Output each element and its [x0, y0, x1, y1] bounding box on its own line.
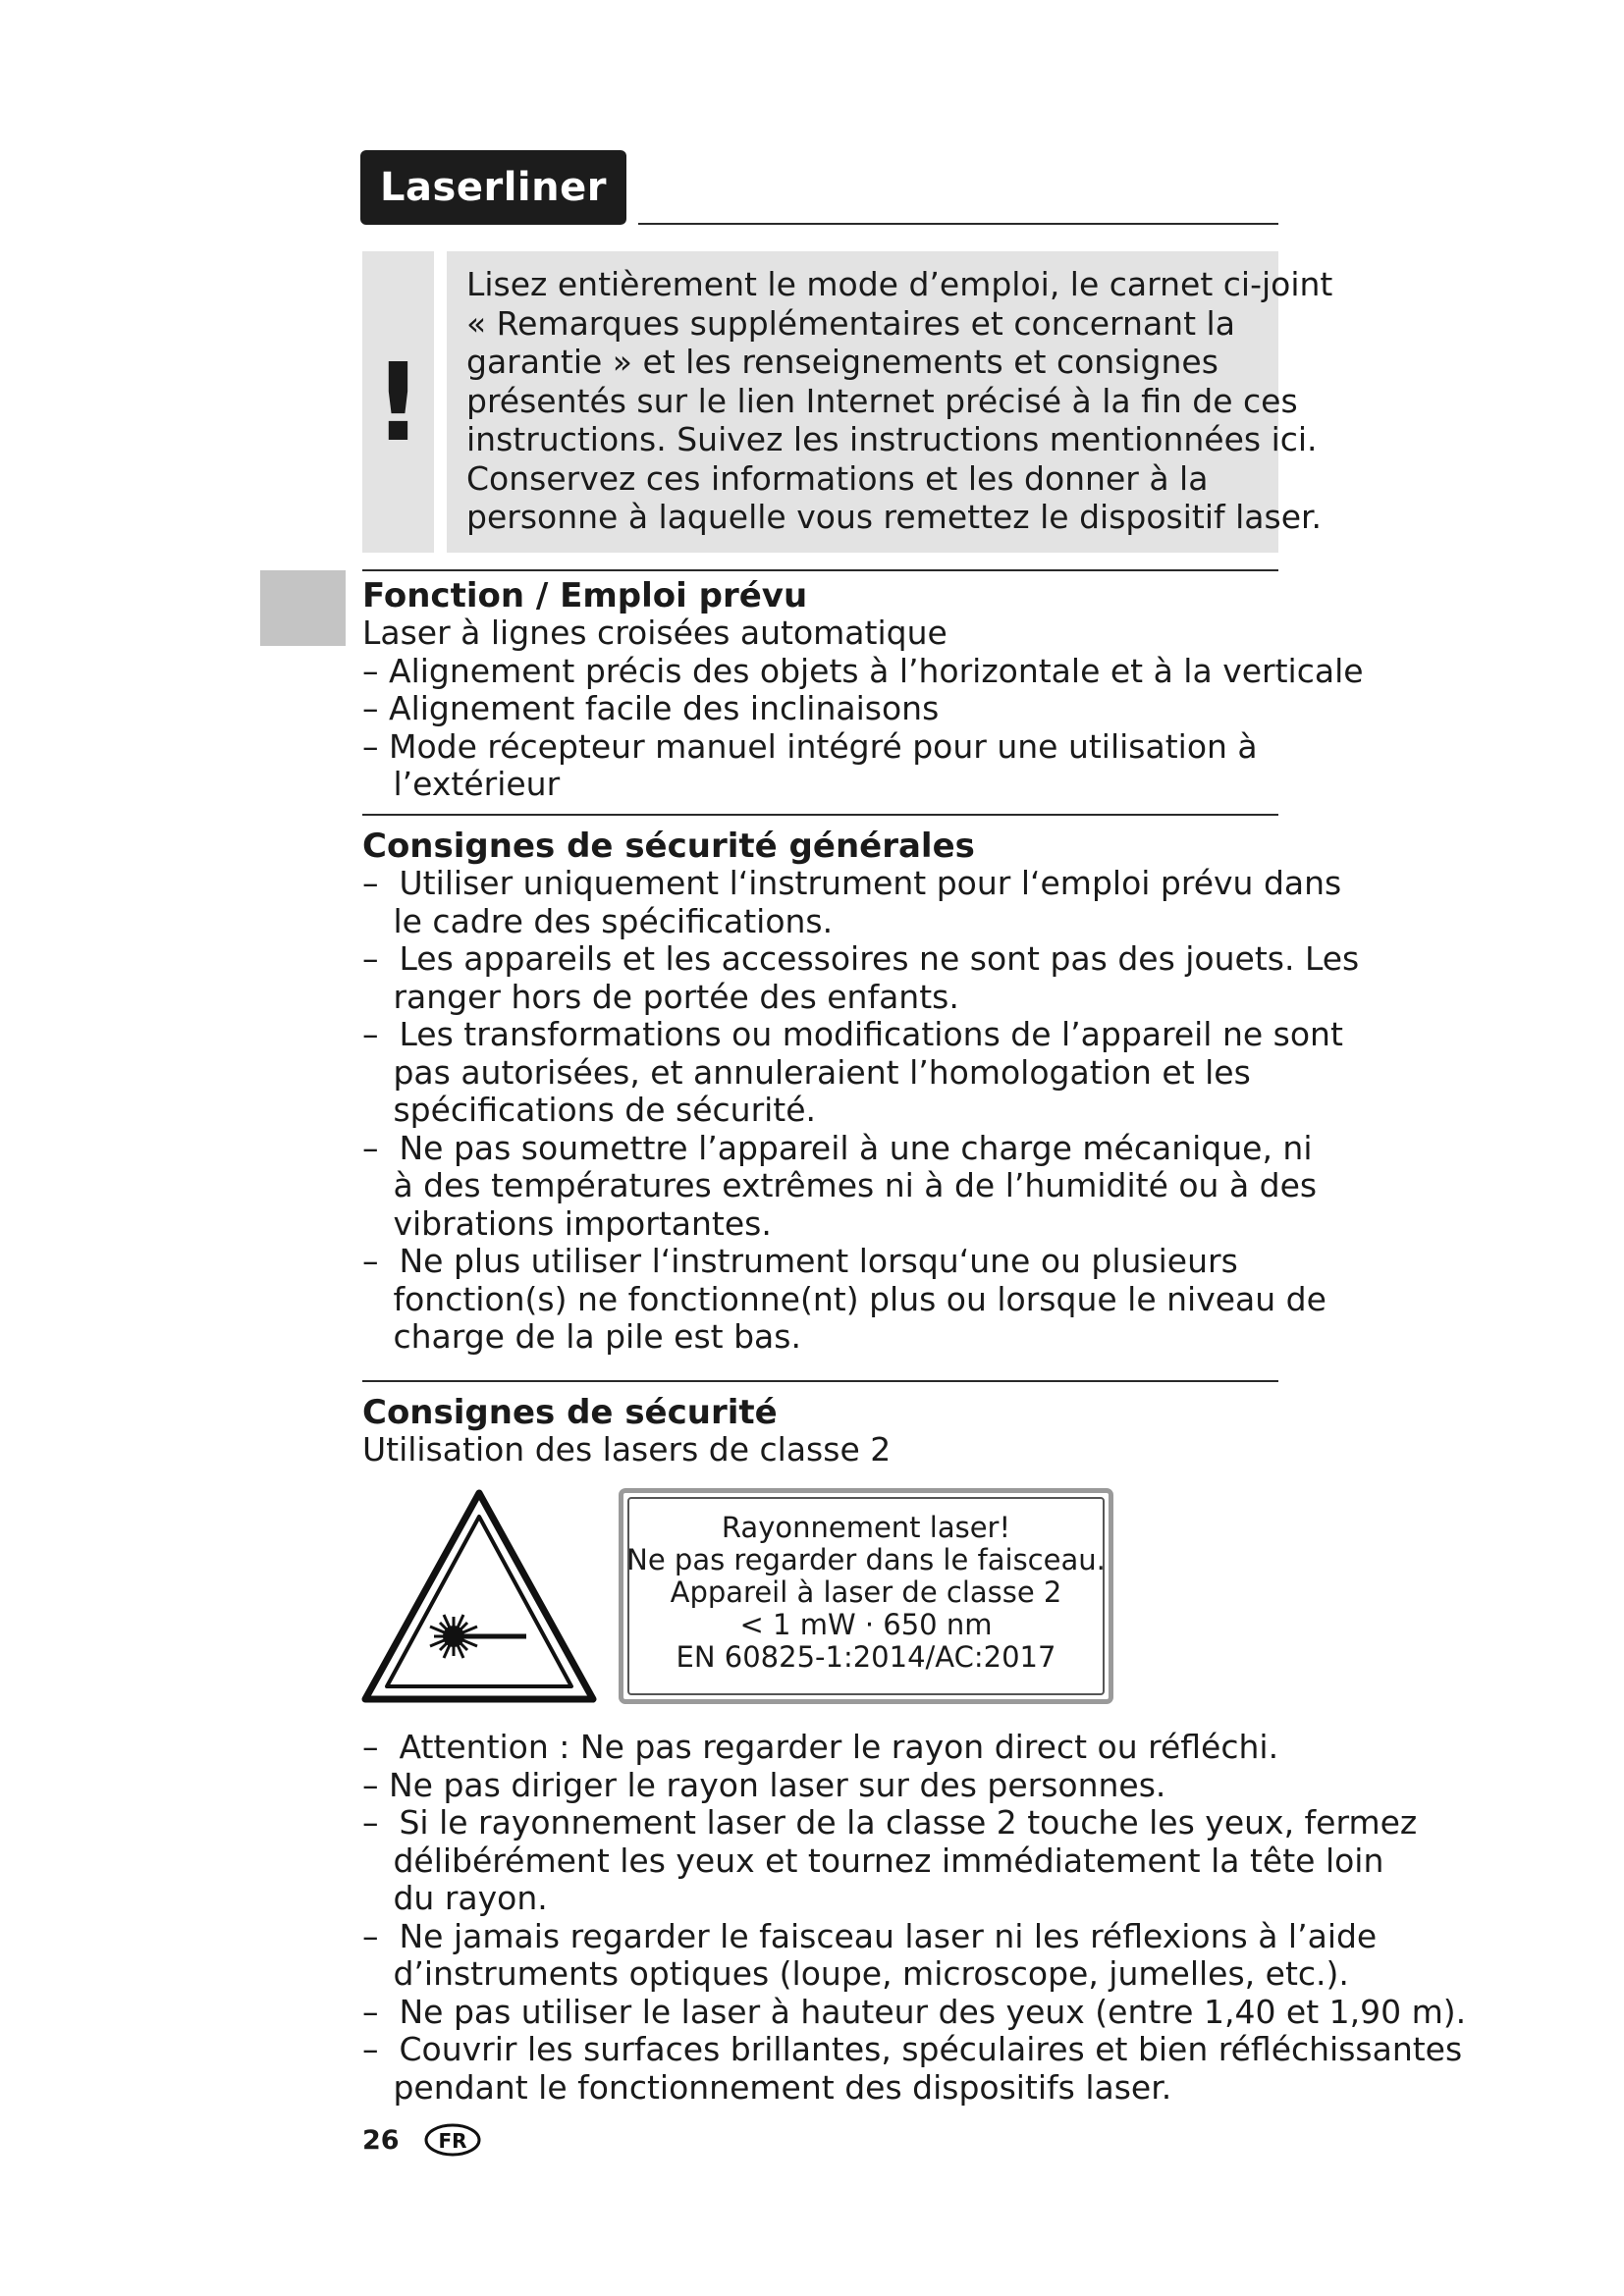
section-title: Fonction / Emploi prévu — [362, 576, 808, 615]
exclamation-icon: ! — [362, 251, 434, 553]
bullet-item: – Les transformations ou modifications de l’appareil ne sont — [362, 1015, 1343, 1053]
section-fonction — [362, 576, 1364, 804]
bullet-item: charge de la pile est bas. — [362, 1317, 801, 1356]
section-title: Consignes de sécurité — [362, 1393, 778, 1432]
laserliner-logo: Laserliner — [360, 150, 626, 225]
bullet-item: – Attention : Ne pas regarder le rayon direct ou réfléchi. — [362, 1728, 1279, 1766]
language-code: FR — [438, 2129, 467, 2153]
laser-class-label — [619, 1488, 1113, 1704]
section-title: Consignes de sécurité générales — [362, 827, 975, 866]
bullet-item: du rayon. — [362, 1879, 548, 1917]
header-rule — [638, 223, 1278, 225]
label-line: EN 60825-1:2014/AC:2017 — [676, 1640, 1056, 1674]
section-rule — [362, 814, 1278, 816]
bullet-item: à des températures extrêmes ni à de l’humidité ou à des — [362, 1166, 1318, 1204]
page-number: 26 — [362, 2125, 400, 2156]
bullet-item: le cadre des spécifications. — [362, 901, 834, 940]
text-line: Laser à lignes croisées automatique — [362, 614, 947, 652]
bullet-item: – Utiliser uniquement l‘instrument pour l‘emploi prévu dans — [362, 864, 1342, 902]
label-line: Rayonnement laser! — [721, 1511, 1011, 1544]
bullet-item: spécifications de sécurité. — [362, 1091, 817, 1129]
section-securite — [362, 1394, 1295, 1469]
bullet-item: – Les appareils et les accessoires ne sont pas des jouets. Les — [362, 939, 1360, 978]
bullet-item: fonction(s) ne fonctionne(nt) plus ou lorsque le niveau de — [362, 1279, 1326, 1318]
label-line: Appareil à laser de classe 2 — [670, 1575, 1062, 1609]
bullet-item: – Mode récepteur manuel intégré pour une utilisation à — [362, 726, 1258, 766]
bullet-item: – Ne pas soumettre l’appareil à une charge mécanique, ni — [362, 1128, 1313, 1167]
notice-line: garantie » et les renseignements et consignes — [466, 343, 1218, 381]
notice-line: Lisez entièrement le mode d’emploi, le carnet ci-joint — [466, 265, 1333, 303]
bullet-item: – Ne jamais regarder le faisceau laser ni les réflexions à l’aide — [362, 1916, 1378, 1955]
section-laser-warnings — [362, 1728, 1467, 2107]
bullet-item: d’instruments optiques (loupe, microscope, jumelles, etc.). — [362, 1954, 1349, 1993]
chapter-tab-marker — [260, 570, 346, 646]
section-subtitle: Utilisation des lasers de classe 2 — [362, 1430, 892, 1468]
section-securite-generales — [362, 827, 1360, 1357]
notice-line: présentés sur le lien Internet précisé à la fin de ces — [466, 381, 1298, 420]
bullet-item: pas autorisées, et annuleraient l’homologation et les — [362, 1052, 1251, 1092]
label-line: < 1 mW · 650 nm — [739, 1608, 993, 1641]
bullet-item-cont: l’extérieur — [362, 765, 561, 803]
bullet-item: pendant le fonctionnement des dispositifs laser. — [362, 2067, 1172, 2107]
laser-warning-triangle-icon — [361, 1489, 597, 1703]
bullet-item: vibrations importantes. — [362, 1203, 772, 1243]
bullet-item: – Alignement facile des inclinaisons — [362, 689, 940, 727]
notice-line: « Remarques supplémentaires et concernant la — [466, 303, 1235, 343]
section-rule — [362, 569, 1278, 571]
language-badge-icon — [423, 2121, 482, 2159]
bullet-item: – Ne plus utiliser l‘instrument lorsqu‘une ou plusieurs — [362, 1242, 1238, 1280]
read-manual-notice — [447, 251, 1333, 553]
bullet-item: – Si le rayonnement laser de la classe 2 touche les yeux, fermez — [362, 1803, 1418, 1842]
bullet-item: – Ne pas utiliser le laser à hauteur des yeux (entre 1,40 et 1,90 m). — [362, 1992, 1467, 2031]
notice-line: Conservez ces informations et les donner à la — [466, 458, 1209, 498]
notice-line: instructions. Suivez les instructions mentionnées ici. — [466, 420, 1318, 458]
bullet-item: – Couvrir les surfaces brillantes, spéculaires et bien réfléchissantes — [362, 2030, 1463, 2068]
bullet-item: – Alignement précis des objets à l’horizontale et à la verticale — [362, 651, 1364, 690]
label-line: Ne pas regarder dans le faisceau. — [626, 1543, 1106, 1576]
bullet-item: ranger hors de portée des enfants. — [362, 977, 959, 1016]
bullet-item: délibérément les yeux et tournez immédiatement la tête loin — [362, 1841, 1384, 1880]
section-rule — [362, 1380, 1278, 1382]
notice-line: personne à laquelle vous remettez le dispositif laser. — [466, 498, 1323, 536]
bullet-item: – Ne pas diriger le rayon laser sur des personnes. — [362, 1765, 1166, 1804]
